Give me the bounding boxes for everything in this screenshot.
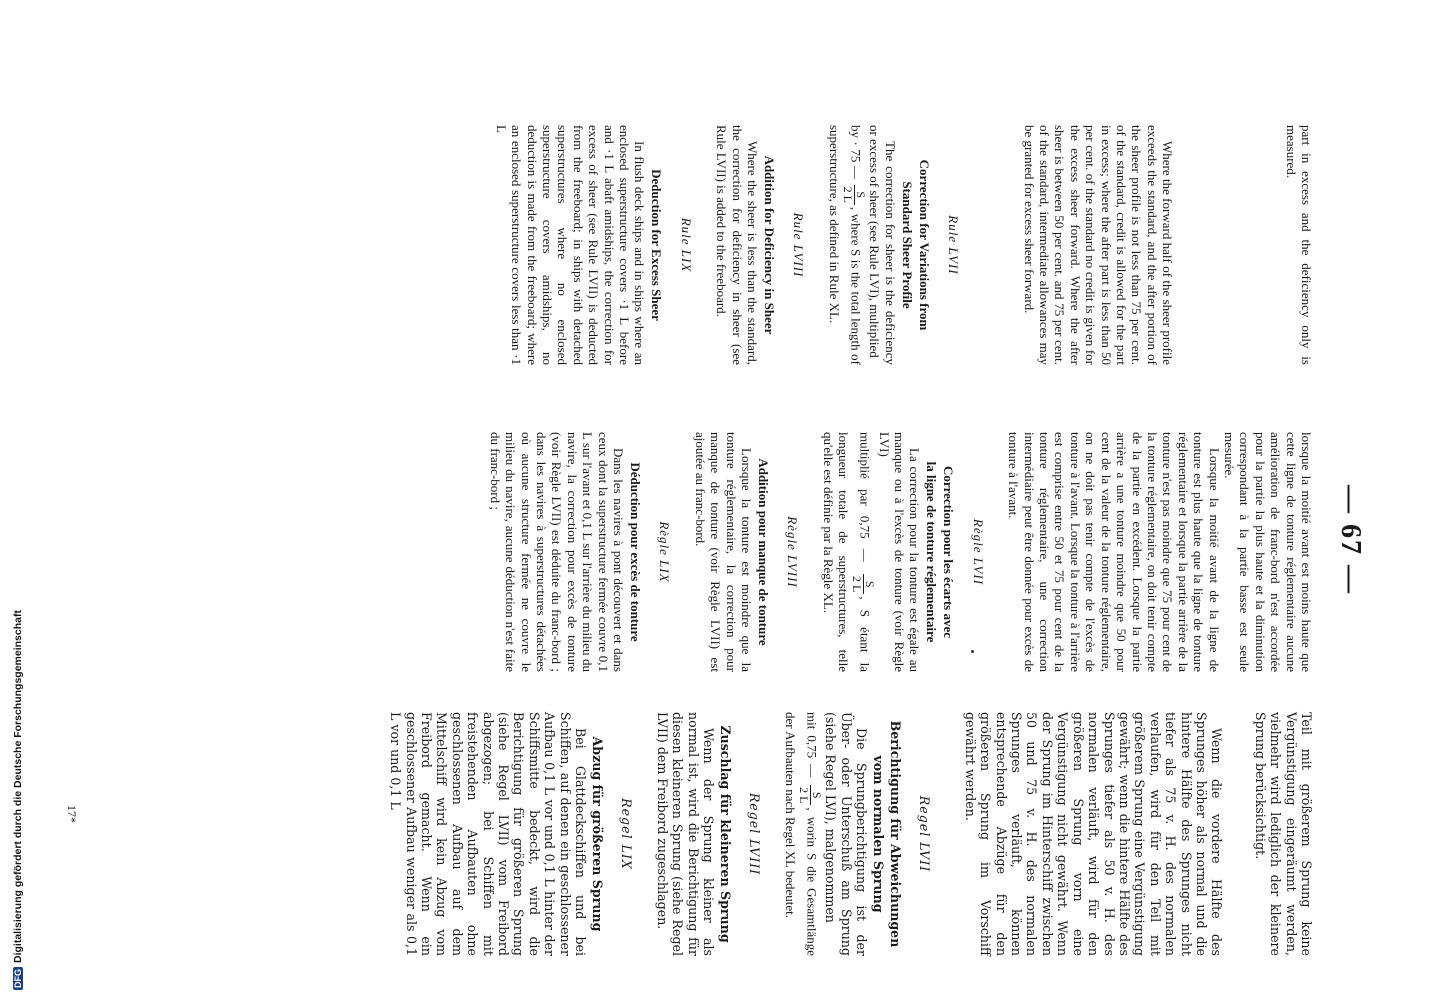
english-formula-suffix: , where S is the total length of superstructure, as defined in Rule XL.: [826, 125, 864, 366]
german-rule-58-heading: Zuschlag für kleineren Sprung: [718, 725, 734, 943]
page-signature: 17*: [65, 805, 79, 823]
english-rule-57-heading-line1: Correction for Variations from: [916, 159, 932, 331]
fraction-numerator: S: [810, 785, 823, 805]
french-rule-57-text: La correction pour la tonture est égale au manque ou à l'excès de tonture (voir Règle LVI): [876, 432, 923, 672]
french-forward-sheer-paragraph: Lorsque la moitié avant de la ligne de tonture est plus haute que la ligne de tonture réglementaire et lorsque la partie arrière de la tonture n'est pas moindre que 75 pour cent de la tonture réglementaire, on doit tenir compte de la partie en excédent. Lorsque la partie arrière a une tonture moindre que 50 pour cent de la valeur de la tonture réglementaire, on ne doit pas tenir compte de l'excès de tonture à l'avant. Lorsque la tonture à l'arrière est comprise entre 50 et 75 pour cent de la tonture réglementaire, une correction intermédiaire peut être donnée pour excès de tonture à l'avant.: [1006, 432, 1222, 672]
german-rule-57-heading-line1: Berichtigung für Abweichungen: [888, 720, 904, 948]
french-rule-58-text: Lorsque la tonture est moindre que la tonture réglementaire, la correction pour manque de tonture (voir Règle LVII) est ajoutée au franc-bord.: [692, 432, 755, 672]
english-rule-57-formula: [827, 125, 867, 365]
french-rule-59-heading: Déduction pour excès de tonture: [628, 462, 643, 642]
german-intro-fragment: Teil mit größerem Sprung keine Vergünstigung eingeräumt werden, vielmehr wird lediglich der kleinere Sprung berücksichtigt.: [1252, 712, 1314, 956]
german-rule-59-text: Bei Glattdeckschiffen und bei Schiffen, auf denen ein geschlossener Aufbau 0,1 L vor und 0,1 L hinter der Schiffsmitte bedeckt, wird die Berichtigung für größeren Sprung (siehe Regel LVII) vom Freibord abgezogen; bei Schiffen mit freistehenden Aufbauten ohne geschlossenen Aufbau auf dem Mittelschiff wird kein Abzug vom Freibord gemacht. Wenn ein geschlossener Aufbau weniger als 0,1 L vor und 0,1 L: [388, 712, 588, 956]
digitization-credit: [0, 0, 24, 1000]
french-intro-fragment: lorsque la moitié avant est moins haute que cette ligne de tonture réglementaire aucune amélioration de franc-bord n'est accordée pour la partie la plus haute et la diminution correspondant à la partie basse est seule mesurée.: [1221, 432, 1314, 672]
english-intro-fragment: part in excess and the deficiency only is measured.: [1283, 125, 1314, 365]
fraction-numerator: S: [854, 185, 867, 205]
page-number: — 67 —: [1335, 485, 1366, 595]
german-formula-prefix: mit 0,75 —: [804, 712, 820, 778]
german-rule-58-text: Wenn der Sprung kleiner als normal ist, wird die Berichtigung für diesen kleineren Sprung (siehe Regel LVII) dem Freibord zugeschlagen.: [654, 712, 717, 956]
german-rule-58-title: Regel LVIII: [747, 792, 763, 876]
english-column: [493, 125, 1314, 365]
french-rule-58-title: Règle LVIII: [785, 516, 801, 588]
german-column: [388, 712, 1314, 956]
french-formula-suffix: , S étant la longueur totale de superstructures, telle qu'elle est définie par la Règle XL.: [820, 432, 873, 672]
french-rule-57-heading-line2: la ligne de tonture réglementaire: [924, 461, 940, 643]
german-rule-57-formula: [782, 712, 822, 956]
french-rule-57-title: Règle LVII: [970, 518, 986, 586]
french-rule-57-heading-line1: Correction pour les écarts avec: [941, 465, 957, 639]
english-rule-58-heading: Addition for Deficiency in Sheer: [762, 155, 778, 335]
english-rule-59-text: In flush deck ships and in ships where an enclosed superstructure covers ·1 L before and ·1 L abaft amidships, the correction for excess of sheer (see Rule LVII) is deducted from the freeboard; in ships with detached superstructures where no enclosed superstructure covers amidships, no deduction is made from the freeboard; where an enclosed superstructure covers less than ·1 L: [493, 125, 648, 365]
french-rule-59-title: Règle LIX: [657, 521, 673, 583]
french-column: [487, 432, 1314, 672]
english-formula-fraction: [842, 185, 867, 205]
english-rule-57-title: Rule LVII: [946, 215, 962, 275]
french-rule-58-heading: Addition pour manque de tonture: [756, 458, 772, 646]
french-formula-prefix: multiplié par 0,75 —: [857, 432, 873, 562]
fraction-denominator: 2 L: [796, 787, 811, 804]
dfg-logo: DFG: [13, 969, 23, 988]
german-rule-57-title: Regel LVII: [917, 795, 933, 873]
english-formula-prefix: by · 75 —: [848, 125, 864, 179]
german-formula-suffix: , worin S die Gesamtlänge der Aufbauten nach Regel XL bedeutet.: [782, 712, 820, 956]
german-rule-57-heading-line2: vom normalen Sprung: [871, 755, 887, 913]
english-rule-57-heading-line2: Standard Sheer Profile: [899, 181, 915, 309]
english-rule-59-title: Rule LIX: [678, 217, 694, 273]
credit-line: [12, 610, 24, 990]
french-formula-fraction: [851, 574, 876, 594]
fraction-numerator: S: [863, 574, 876, 594]
english-forward-sheer-paragraph: Where the forward half of the sheer profile exceeds the standard, and the after portion of the sheer profile is not less than 75 per cent. of the standard, credit is allowed for the part in excess; where the after part is less than 50 per cent. of the standard no credit is given for the excess sheer forward. Where the after sheer is between 50 per cent. and 75 per cent. of the standard, intermediate allowances may be granted for excess sheer forward.: [1021, 125, 1176, 365]
german-rule-57-text: Die Sprungberichtigung ist der Über- oder Unterschuß am Sprung (siehe Regel LVI), malgenommen: [823, 712, 870, 956]
credit-text: Digitalisierung gefördert durch die Deutsche Forschungsgemeinschaft: [12, 610, 24, 963]
english-rule-58-text: Where the sheer is less than the standard, the correction for deficiency in sheer (see Rule LVII) is added to the freeboard.: [714, 125, 761, 365]
english-rule-58-title: Rule LVIII: [791, 212, 807, 278]
german-rule-59-title: Regel LIX: [619, 798, 635, 870]
german-forward-sheer-paragraph: Wenn die vordere Hälfte des Sprunges höher als normal und die hintere Hälfte des Sprunges nicht tiefer als 75 v. H. des normalen verlaufen, wird für den Teil mit größerem Sprung eine Vergünstigung gewährt; wenn die hintere Hälfte des Sprunges tiefer als 50 v. H. des normalen verläuft, wird für den größeren Sprung vorn eine Vergünstigung nicht gewährt. Wenn der Sprung im Hinterschiff zwischen 50 und 75 v. H. des normalen Sprunges verläuft, können entsprechende Abzüge für den größeren Sprung im Vorschiff gewährt werden.: [962, 712, 1225, 956]
english-rule-59-heading: Deduction for Excess Sheer: [649, 169, 665, 321]
fraction-denominator: 2 L: [840, 186, 855, 203]
fraction-denominator: 2 L: [850, 576, 865, 593]
french-rule-59-text: Dans les navires à pont découvert et dans ceux dont la superstructure fermée couvre 0,1 L sur l'avant et 0,1 L sur l'arrière du milieu du navire, la correction pour excès de tonture (voir Règle LVII) est déduite du franc-bord ; dans les navires à superstructures détachées où aucune structure fermée ne couvre le milieu du navire, aucune déduction n'est faite du franc-bord ;: [487, 432, 626, 672]
english-rule-57-text: The correction for sheer is the deficiency or excess of sheer (see Rule LVI), multiplied: [867, 125, 898, 365]
german-formula-fraction: [798, 785, 823, 805]
german-rule-59-heading: Abzug für größeren Sprung: [590, 736, 605, 932]
french-rule-57-formula: [820, 432, 876, 672]
